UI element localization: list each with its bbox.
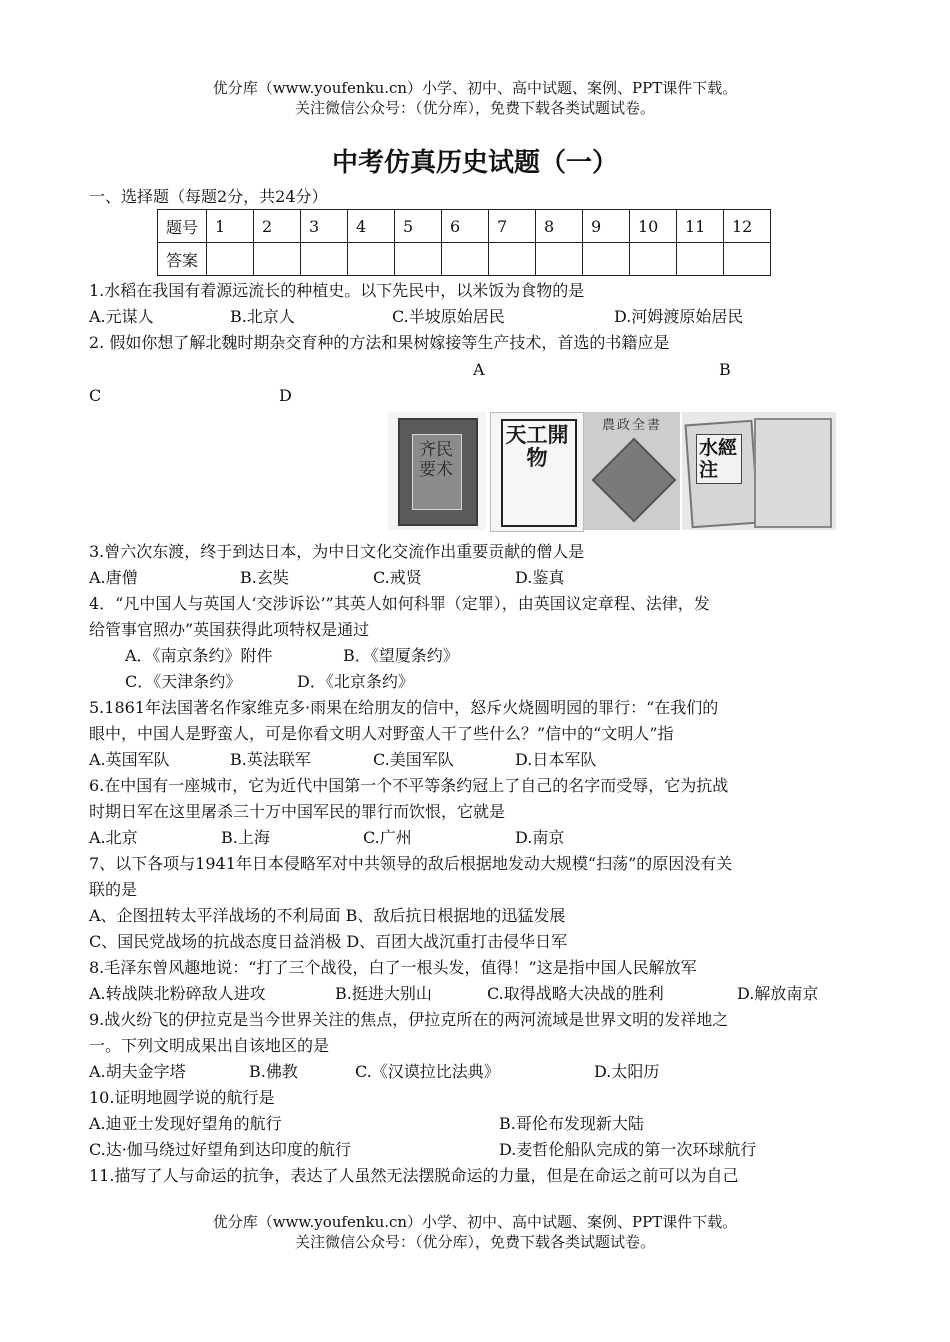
answer-cell[interactable] — [254, 243, 301, 276]
question-4-stem-line-1: 4．“凡中国人与英国人‘交涉诉讼’”其英人如何科罪（定罪），由英国议定章程、法律，发 — [89, 594, 710, 613]
book-title-b: 天工開物 — [505, 422, 569, 470]
question-5-option-b: B.英法联军 — [230, 750, 311, 769]
book-title-c: 農政全書 — [601, 418, 662, 433]
question-9-stem-line-1: 9.战火纷飞的伊拉克是当今世界关注的焦点，伊拉克所在的两河流域是世界文明的发祥地之 — [89, 1010, 729, 1029]
question-4-stem-line-2: 给管事官照办”英国获得此项特权是通过 — [89, 620, 370, 639]
table-cell-number: 4 — [348, 210, 395, 243]
answer-cell[interactable] — [348, 243, 395, 276]
question-3-option-c: C.戒贤 — [373, 568, 422, 587]
answer-table-answer-row — [158, 243, 771, 276]
question-1-option-d: D.河姆渡原始居民 — [614, 307, 744, 326]
question-10-option-a: A.迪亚士发现好望角的航行 — [89, 1114, 282, 1133]
page-title: 中考仿真历史试题（一） — [331, 148, 618, 178]
answer-cell[interactable] — [207, 243, 254, 276]
question-8-option-b: B.挺进大别山 — [335, 984, 432, 1003]
header-line-1: 优分库（www.youfenku.cn）小学、初中、高中试题、案例、PPT课件下载。 — [212, 79, 738, 97]
section-heading: 一、选择题（每题2分，共24分） — [89, 187, 328, 206]
question-5-option-d: D.日本军队 — [515, 750, 597, 769]
question-5-stem-line-1: 5.1861年法国著名作家维克多·雨果在给朋友的信中，怒斥火烧圆明园的罪行：“在我们的 — [89, 698, 719, 717]
question-8-option-a: A.转战陕北粉碎敌人进攻 — [89, 984, 266, 1003]
question-6-stem-line-2: 时期日军在这里屠杀三十万中国军民的罪行而饮恨，它就是 — [89, 802, 506, 821]
question-11-stem: 11.描写了人与命运的抗争，表达了人虽然无法摆脱命运的力量，但是在命运之前可以为自己 — [89, 1166, 739, 1185]
answer-cell[interactable] — [395, 243, 442, 276]
question-9-option-a: A.胡夫金字塔 — [89, 1062, 186, 1081]
question-3-option-b: B.玄奘 — [240, 568, 289, 587]
book-image-d — [682, 412, 836, 530]
question-6-option-a: A.北京 — [89, 828, 138, 847]
question-2-stem: 2. 假如你想了解北魏时期杂交育种的方法和果树嫁接等生产技术，首选的书籍应是 — [89, 333, 670, 352]
question-5-stem-line-2: 眼中，中国人是野蛮人，可是你看文明人对野蛮人干了些什么？”信中的“文明人”指 — [89, 724, 674, 743]
question-3-stem: 3.曾六次东渡，终于到达日本，为中日文化交流作出重要贡献的僧人是 — [89, 542, 585, 561]
question-4-option-b: B．《望厦条约》 — [343, 646, 459, 665]
question-1-stem: 1.水稻在我国有着源远流长的种植史。以下先民中，以米饭为食物的是 — [89, 281, 585, 300]
answer-table — [157, 209, 771, 276]
question-10-stem: 10.证明地圆学说的航行是 — [89, 1088, 275, 1107]
answer-cell[interactable] — [489, 243, 536, 276]
question-7-stem-line-2: 联的是 — [89, 880, 138, 899]
footer-line-2: 关注微信公众号：（优分库），免费下载各类试题试卷。 — [294, 1233, 655, 1251]
question-6-option-c: C.广州 — [363, 828, 412, 847]
header-line-2: 关注微信公众号：（优分库），免费下载各类试题试卷。 — [294, 99, 655, 117]
table-cell-label: 题号 — [158, 210, 207, 243]
book-image-a — [388, 412, 486, 530]
question-9-stem-line-2: 一。下列文明成果出自该地区的是 — [89, 1036, 330, 1055]
question-4-option-c: C．《天津条约》 — [125, 672, 242, 691]
question-6-option-d: D.南京 — [515, 828, 565, 847]
question-8-option-d: D.解放南京 — [737, 984, 819, 1003]
answer-cell[interactable] — [301, 243, 348, 276]
question-1-option-b: B.北京人 — [230, 307, 295, 326]
question-8-stem: 8.毛泽东曾风趣地说：“打了三个战役，白了一根头发，值得！”这是指中国人民解放军 — [89, 958, 697, 977]
book-image-b — [490, 412, 584, 532]
answer-cell[interactable] — [724, 243, 771, 276]
question-7-options-ab: A、企图扭转太平洋战场的不利局面 B、敌后抗日根据地的迅猛发展 — [89, 906, 566, 925]
question-5-option-a: A.英国军队 — [89, 750, 170, 769]
question-10-option-d: D.麦哲伦船队完成的第一次环球航行 — [499, 1140, 757, 1159]
question-1-option-a: A.元谋人 — [89, 307, 154, 326]
table-cell-number: 2 — [254, 210, 301, 243]
question-4-option-d: D．《北京条约》 — [297, 672, 414, 691]
book-title-a: 齐民要术 — [419, 440, 453, 480]
answer-cell[interactable] — [536, 243, 583, 276]
table-cell-number: 10 — [630, 210, 677, 243]
question-9-option-c: C.《汉谟拉比法典》 — [355, 1062, 500, 1081]
table-cell-label: 答案 — [158, 243, 207, 276]
answer-cell[interactable] — [677, 243, 724, 276]
question-10-option-b: B.哥伦布发现新大陆 — [499, 1114, 644, 1133]
answer-cell[interactable] — [442, 243, 489, 276]
question-2-option-a: A — [473, 360, 485, 379]
question-8-option-c: C.取得战略大决战的胜利 — [487, 984, 664, 1003]
question-2-option-c: C — [89, 386, 102, 405]
question-7-options-cd: C、国民党战场的抗战态度日益消极 D、百团大战沉重打击侵华日军 — [89, 932, 568, 951]
question-5-option-c: C.美国军队 — [373, 750, 454, 769]
table-cell-number: 9 — [583, 210, 630, 243]
table-cell-number: 11 — [677, 210, 724, 243]
table-cell-number: 8 — [536, 210, 583, 243]
table-cell-number: 7 — [489, 210, 536, 243]
question-3-option-d: D.鉴真 — [515, 568, 565, 587]
question-1-option-c: C.半坡原始居民 — [392, 307, 505, 326]
book-title-d: 水經注 — [696, 434, 742, 484]
book-image-c — [584, 412, 680, 530]
question-4-option-a: A．《南京条约》附件 — [125, 646, 273, 665]
table-cell-number: 3 — [301, 210, 348, 243]
question-2-option-d: D — [279, 386, 292, 405]
answer-cell[interactable] — [583, 243, 630, 276]
question-10-option-c: C.达·伽马绕过好望角到达印度的航行 — [89, 1140, 351, 1159]
table-cell-number: 5 — [395, 210, 442, 243]
question-9-option-b: B.佛教 — [249, 1062, 298, 1081]
question-6-stem-line-1: 6.在中国有一座城市，它为近代中国第一个不平等条约冠上了自己的名字而受辱，它为抗战 — [89, 776, 729, 795]
answer-table-number-row — [158, 210, 771, 243]
answer-cell[interactable] — [630, 243, 677, 276]
question-6-option-b: B.上海 — [221, 828, 270, 847]
question-7-stem-line-1: 7、以下各项与1941年日本侵略军对中共领导的敌后根据地发动大规模“扫荡”的原因没有关 — [89, 854, 733, 873]
table-cell-number: 1 — [207, 210, 254, 243]
question-2-option-b: B — [719, 360, 731, 379]
question-9-option-d: D.太阳历 — [594, 1062, 660, 1081]
footer-line-1: 优分库（www.youfenku.cn）小学、初中、高中试题、案例、PPT课件下载。 — [212, 1213, 738, 1231]
table-cell-number: 6 — [442, 210, 489, 243]
question-3-option-a: A.唐僧 — [89, 568, 138, 587]
table-cell-number: 12 — [724, 210, 771, 243]
